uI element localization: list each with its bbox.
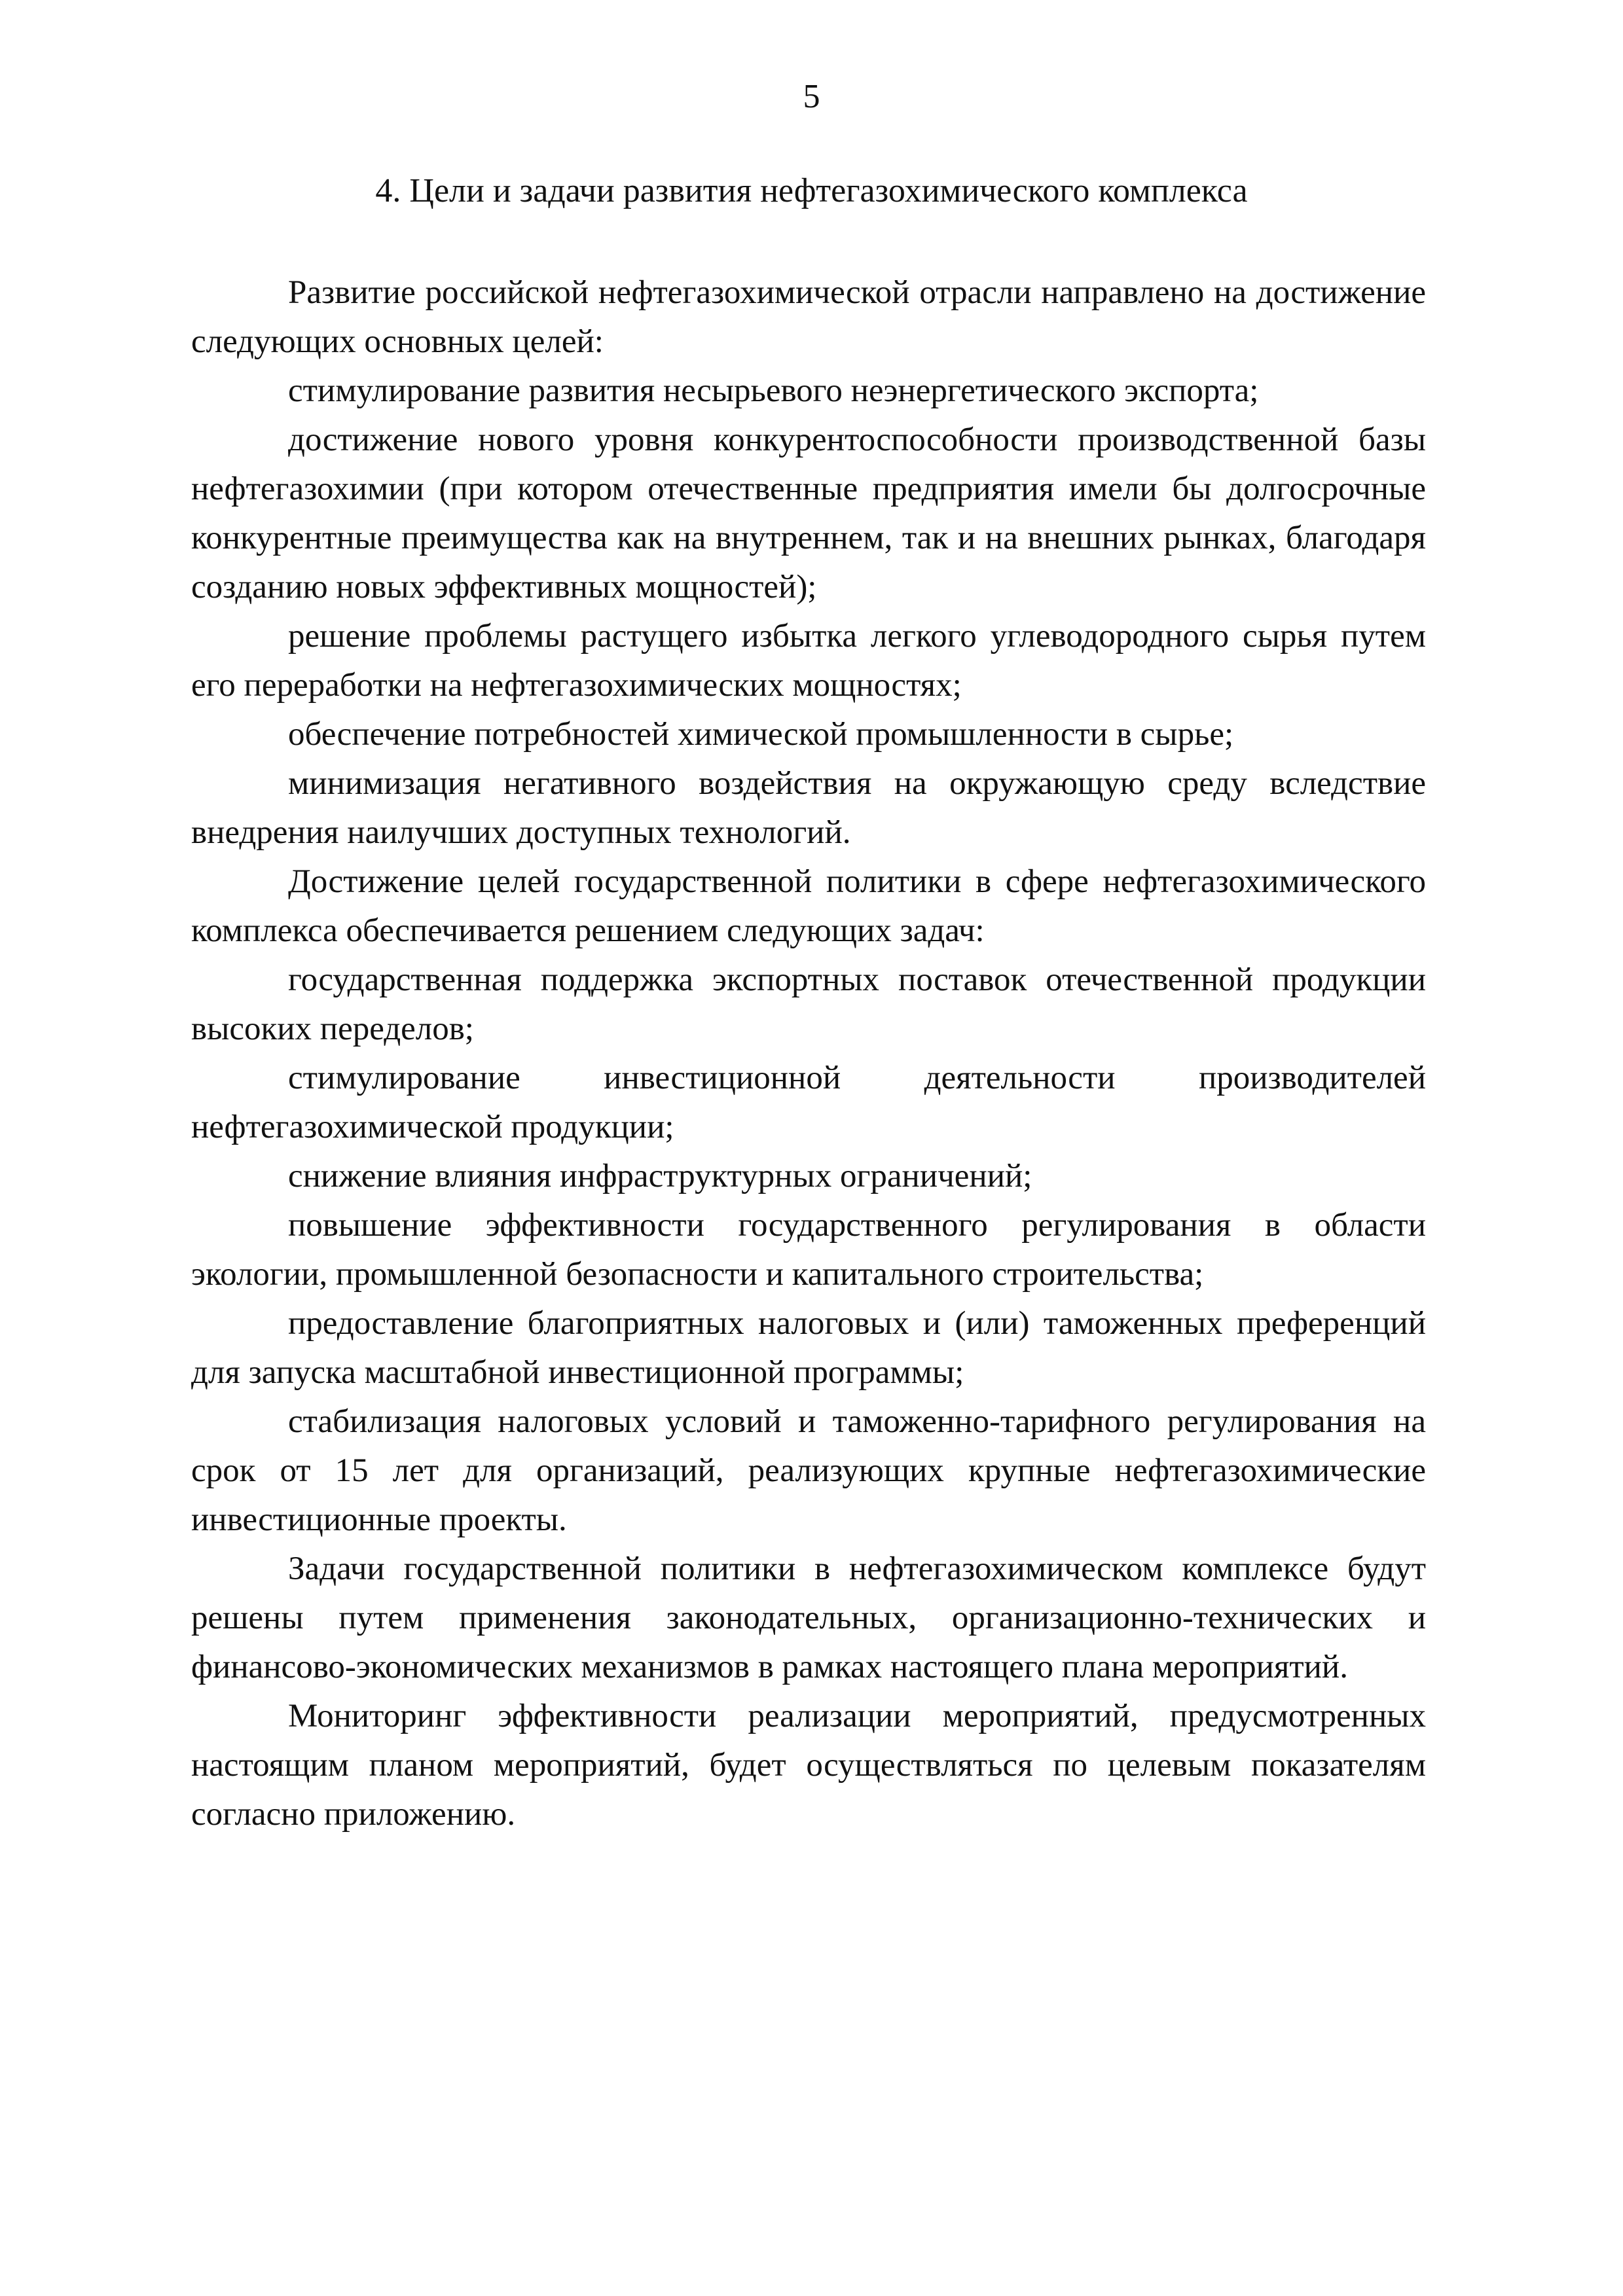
paragraph: достижение нового уровня конкурентоспособности производственной базы нефтегазохимии (при котором отечественные предприятия имели бы долгосрочные конкурентные преимущества как на внутреннем, так и на внешних рынках, благодаря созданию новых эффективных мощностей);	[191, 422, 1426, 605]
paragraph: стимулирование развития несырьевого неэнергетического экспорта;	[288, 372, 1259, 409]
document-body	[191, 268, 1426, 1839]
page-number: 5	[803, 78, 820, 115]
paragraph: Задачи государственной политики в нефтегазохимическом комплексе будут решены путем применения законодательных, организационно-технических и финансово-экономических механизмов в рамках настоящего плана мероприятий.	[191, 1551, 1426, 1685]
paragraph: государственная поддержка экспортных поставок отечественной продукции высоких переделов;	[191, 961, 1426, 1047]
paragraph: стимулирование инвестиционной деятельности производителей нефтегазохимической продукции;	[191, 1060, 1426, 1145]
paragraph: стабилизация налоговых условий и таможенно-тарифного регулирования на срок от 15 лет для организаций, реализующих крупные нефтегазохимические инвестиционные проекты.	[191, 1403, 1426, 1538]
paragraph: повышение эффективности государственного регулирования в области экологии, промышленной безопасности и капитального строительства;	[191, 1207, 1426, 1293]
paragraph: предоставление благоприятных налоговых и (или) таможенных преференций для запуска масштабной инвестиционной программы;	[191, 1305, 1426, 1391]
paragraph: Развитие российской нефтегазохимической отрасли направлено на достижение следующих основных целей:	[191, 274, 1426, 360]
paragraph: снижение влияния инфраструктурных ограничений;	[288, 1158, 1032, 1194]
paragraph: решение проблемы растущего избытка легкого углеводородного сырья путем его переработки на нефтегазохимических мощностях;	[191, 618, 1426, 704]
paragraph: Мониторинг эффективности реализации мероприятий, предусмотренных настоящим планом мероприятий, будет осуществляться по целевым показателям согласно приложению.	[191, 1698, 1426, 1833]
section-heading: 4. Цели и задачи развития нефтегазохимического комплекса	[375, 172, 1248, 209]
paragraph: Достижение целей государственной политики в сфере нефтегазохимического комплекса обеспечивается решением следующих задач:	[191, 863, 1426, 949]
paragraph: минимизация негативного воздействия на окружающую среду вследствие внедрения наилучших доступных технологий.	[191, 765, 1426, 851]
paragraph: обеспечение потребностей химической промышленности в сырье;	[288, 716, 1234, 753]
